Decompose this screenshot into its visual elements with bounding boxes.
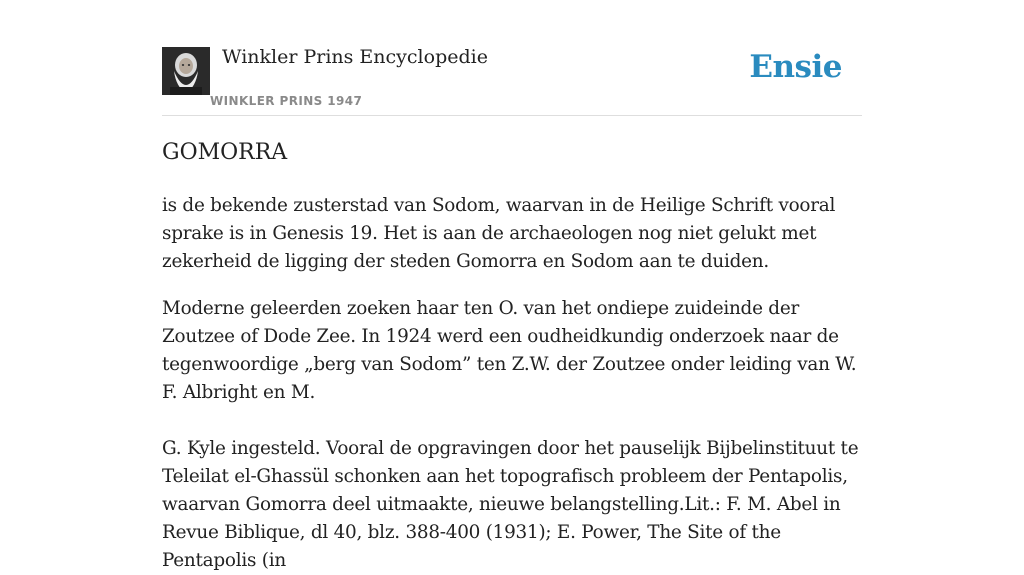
- site-header: [162, 0, 862, 116]
- page-container: [162, 0, 862, 571]
- site-subtitle: WINKLER PRINS 1947: [210, 94, 363, 108]
- article-paragraph: Moderne geleerden zoeken haar ten O. van het ondiepe zuideinde der Zoutzee of Dode Zee. In 1924 werd een oudheidkundig onderzoek naar de tegenwoordige „berg van Sodom” ten Z.W. der Zoutzee onder leiding van W. F. Albright en M.: [162, 298, 857, 403]
- article-paragraph: is de bekende zusterstad van Sodom, waarvan in de Heilige Schrift vooral sprake is in Genesis 19. Het is aan de archaeologen nog niet gelukt met zekerheid de ligging der steden Gomorra en Sodom aan te duiden.: [162, 195, 836, 272]
- avatar[interactable]: [162, 47, 210, 95]
- bearded-man-portrait-icon: [162, 47, 210, 95]
- article-title: GOMORRA: [162, 140, 288, 165]
- ensie-logo[interactable]: Ensie: [749, 49, 842, 85]
- site-title[interactable]: Winkler Prins Encyclopedie: [222, 46, 488, 68]
- article-paragraph: G. Kyle ingesteld. Vooral de opgravingen door het pauselijk Bijbelinstituut te Teleilat el-Ghassül schonken aan het topografisch probleem der Pentapolis, waarvan Gomorra deel uitmaakte, nieuwe belangstelling.Lit.: F. M. Abel in Revue Biblique, dl 40, blz. 388-400 (1931); E. Power, The Site of the Pentapolis (in: [162, 438, 859, 571]
- article-body: [162, 192, 862, 575]
